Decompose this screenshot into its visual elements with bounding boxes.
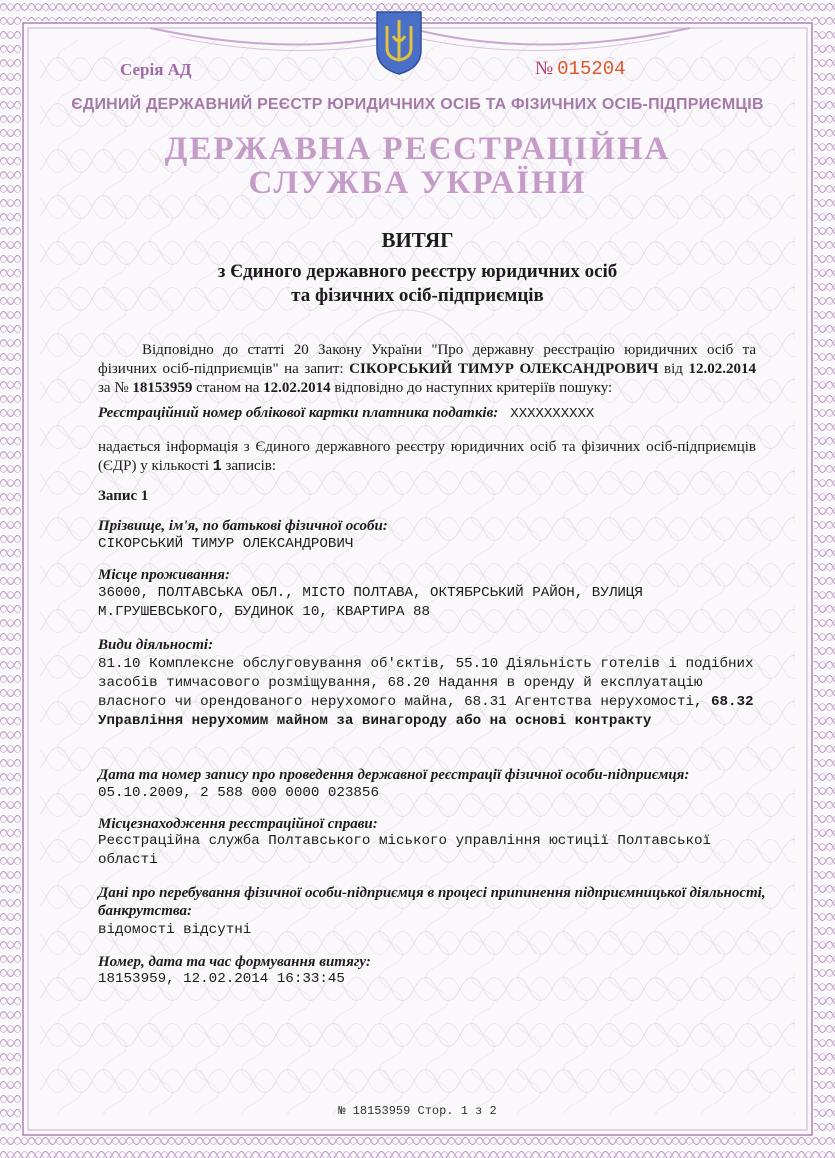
document-subtitle-line2: та фізичних осіб-підприємців	[291, 285, 544, 306]
search-criterion	[98, 405, 594, 422]
info-text: надається інформація з Єдиного державного реєстру юридичних осіб та фізичних осіб-підприємців (ЄДР) у кількості	[98, 439, 756, 474]
main-activity: 68.32 Управління нерухомим майном за винагороду або на основі контракту	[98, 694, 763, 729]
service-heading	[0, 132, 835, 200]
intro-text: Відповідно до статті 20 Закону України "Про державну реєстрацію юридичних осіб та фізичних осіб-підприємців" на запит:	[98, 342, 756, 377]
extract-value: 18153959, 12.02.2014 16:33:45	[98, 971, 345, 987]
form-number	[535, 58, 626, 80]
form-number-value: 015204	[557, 58, 626, 80]
criterion-label: Реєстраційний номер облікової картки платника податків:	[98, 405, 499, 421]
service-heading-line1: ДЕРЖАВНА РЕЄСТРАЦІЙНА	[164, 131, 671, 167]
series-label: Серія АД	[120, 60, 192, 79]
termination-value: відомості відсутні	[98, 922, 252, 938]
intro-text: відповідно до наступних критеріїв пошуку:	[330, 380, 613, 396]
extract-label: Номер, дата та час формування витягу:	[98, 954, 371, 970]
registration-label: Дата та номер запису про проведення державної реєстрації фізичної особи-підприємця:	[98, 767, 690, 783]
criterion-value: XXXXXXXXXX	[510, 406, 595, 422]
activities-value	[98, 655, 763, 731]
intro-text: станом на	[192, 380, 264, 396]
registry-heading: ЄДИНИЙ ДЕРЖАВНИЙ РЕЄСТР ЮРИДИЧНИХ ОСІБ ТА ФІЗИЧНИХ ОСІБ-ПІДПРИЄМЦІВ	[71, 96, 764, 113]
intro-paragraph	[98, 341, 756, 398]
location-value: Реєстраційна служба Полтавського міського управління юстиції Полтавської області	[98, 833, 720, 868]
registration-value: 05.10.2009, 2 588 000 0000 023856	[98, 785, 379, 801]
info-paragraph	[98, 438, 756, 476]
document-subtitle	[0, 260, 835, 308]
info-text: записів:	[221, 458, 277, 474]
address-label: Місце проживання:	[98, 567, 230, 583]
intro-text: від	[658, 361, 689, 377]
intro-text: за №	[98, 380, 133, 396]
termination-label: Дані про перебування фізичної особи-підприємця в процесі припинення підприємницької діяльності, банкрутства:	[98, 885, 766, 919]
document-subtitle-line1: з Єдиного державного реєстру юридичних осіб	[217, 261, 618, 282]
page-footer: № 18153959 Стор. 1 з 2	[338, 1104, 497, 1118]
address-value: 36000, ПОЛТАВСЬКА ОБЛ., МІСТО ПОЛТАВА, ОКТЯБРСЬКИЙ РАЙОН, ВУЛИЦЯ М.ГРУШЕВСЬКОГО, БУДИНОК 10, КВАРТИРА 88	[98, 585, 652, 620]
request-number: 18153959	[132, 380, 193, 396]
document-title: ВИТЯГ	[381, 228, 454, 252]
name-value: СІКОРСЬКИЙ ТИМУР ОЛЕКСАНДРОВИЧ	[98, 536, 354, 552]
record-title: Запис 1	[98, 488, 149, 504]
service-heading-line2: СЛУЖБА УКРАЇНИ	[248, 165, 587, 201]
activities-label: Види діяльності:	[98, 637, 214, 653]
requester-name: СІКОРСЬКИЙ ТИМУР ОЛЕКСАНДРОВИЧ	[349, 361, 659, 377]
as-of-date: 12.02.2014	[263, 380, 331, 396]
number-symbol: №	[535, 58, 554, 79]
name-label: Прізвище, ім'я, по батькові фізичної особи:	[98, 518, 388, 534]
activities-list: 81.10 Комплексне обслуговування об'єктів, 55.10 Діяльність готелів і подібних засобів тимчасового розміщування, 68.20 Надання в оренду й експлуатацію власного чи орендованого нерухомого майна, 68.31 Агентства нерухомості,	[98, 656, 763, 710]
record-count: 1	[212, 458, 222, 475]
location-label: Місцезнаходження реєстраційної справи:	[98, 816, 378, 832]
request-date: 12.02.2014	[688, 361, 756, 377]
